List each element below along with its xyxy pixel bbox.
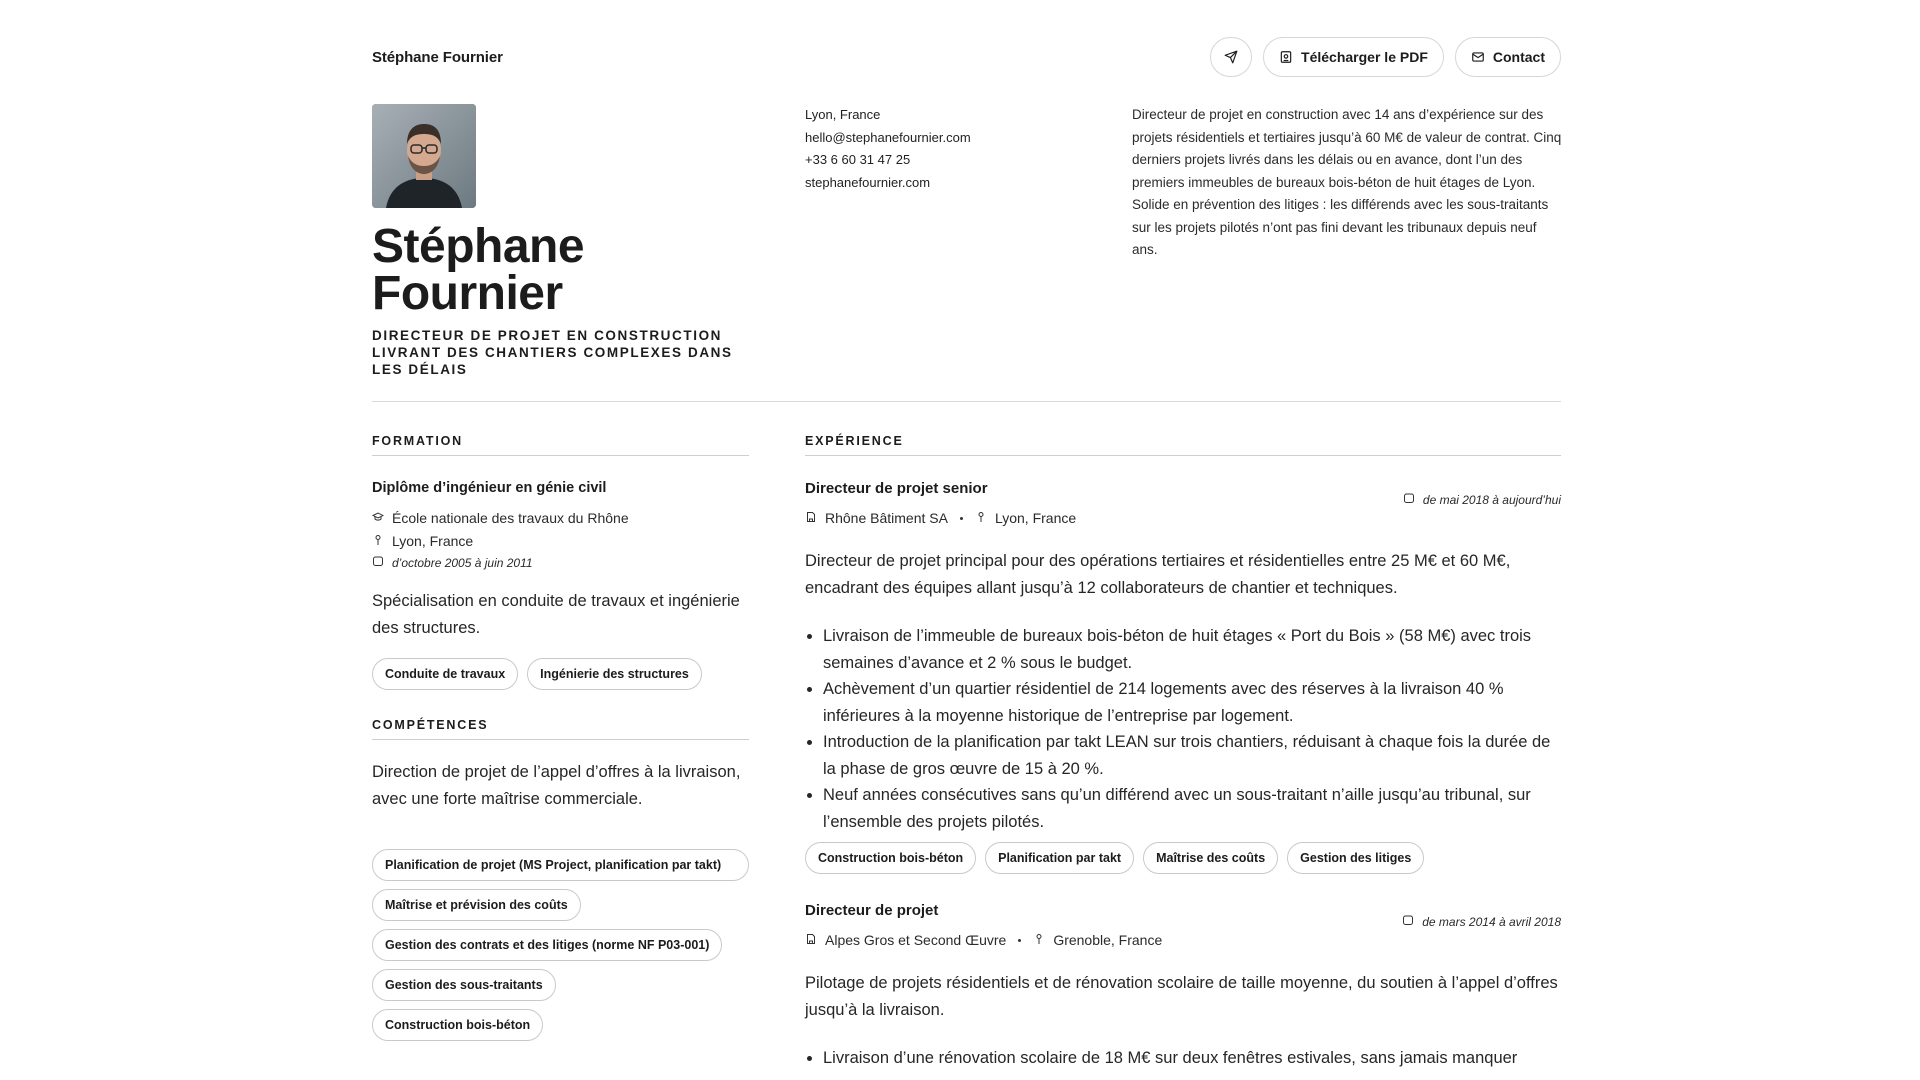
mail-icon [1471,50,1485,64]
job-meta [805,932,1561,948]
contact-button[interactable] [1455,37,1561,77]
map-pin-icon [372,533,384,549]
building-icon [805,510,817,526]
formation-degree: Diplôme d’ingénieur en génie civil [372,480,607,496]
top-bar [372,36,1561,78]
skill-chip[interactable]: Maîtrise et prévision des coûts [372,889,581,921]
formation-tags [372,658,749,690]
file-download-icon [1279,50,1293,64]
brand-name[interactable]: Stéphane Fournier [372,48,503,66]
tag-chip[interactable]: Construction bois-béton [805,842,976,874]
download-pdf-button[interactable] [1263,37,1444,77]
formation-location: Lyon, France [392,533,474,549]
job-head [805,902,1561,929]
contact-email[interactable]: hello@stephanefournier.com [805,129,971,145]
job-dates: de mars 2014 à avril 2018 [1422,914,1561,929]
achievement-item: • Neuf années consécutives sans qu’un différend avec un sous-traitant n’aille jusqu’au tribunal, sur l’ensemble des projets pilotés. [823,782,1561,835]
map-pin-icon [1033,932,1045,948]
achievement-item: • Livraison d’une rénovation scolaire de 18 M€ sur deux fenêtres estivales, sans jamais manquer [823,1045,1561,1072]
contact-label: Contact [1492,49,1545,65]
contact-location: Lyon, France [805,107,881,122]
job-entry [805,480,1561,874]
header-divider [372,401,1561,402]
formation-title: FORMATION [372,434,749,456]
calendar-icon [1403,492,1415,507]
tag-chip[interactable]: Ingénierie des structures [527,658,702,690]
job-tags [805,842,1561,874]
formation-location-row [372,533,749,549]
job-location: Grenoble, France [1053,932,1163,948]
formation-dates-row [372,555,749,570]
building-icon [805,932,817,948]
job-dates-row [1402,914,1561,929]
calendar-icon [372,555,384,570]
graduation-cap-icon [372,510,384,526]
job-company: Alpes Gros et Second Œuvre [825,932,1007,948]
job-description: Directeur de projet principal pour des opérations tertiaires et résidentielles entre 25 M€ et 60 M€, encadrant des équipes allant jusqu’à 12 collaborateurs de chantier et techniques. [805,552,1511,597]
job-company: Rhône Bâtiment SA [825,510,948,526]
job-entry [805,902,1561,1072]
skill-chip[interactable]: Planification de projet (MS Project, planification par takt) [372,849,749,881]
formation-school-row [372,510,749,526]
send-icon [1224,50,1238,64]
job-head [805,480,1561,507]
skill-chip[interactable]: Construction bois-béton [372,1009,543,1041]
job-location: Lyon, France [994,510,1077,526]
right-column [805,434,1561,1072]
job-title: Directeur de projet senior [805,480,988,497]
download-pdf-label: Télécharger le PDF [1301,49,1428,65]
separator-dot [1018,939,1021,942]
achievement-item: • Livraison de l’immeuble de bureaux bois-béton de huit étages « Port du Bois » (58 M€) avec trois semaines d’avance et 2 % sous le budget. [823,623,1561,676]
job-description: Pilotage de projets résidentiels et de rénovation scolaire de taille moyenne, du soutien à l’appel d’offres jusqu’à la livraison. [805,974,1558,1019]
profile-name: Stéphane Fournier [372,220,585,320]
top-actions [1210,37,1561,77]
competences-description: Direction de projet de l’appel d’offres à la livraison, avec une forte maîtrise commerciale. [372,763,741,808]
map-pin-icon [975,510,987,526]
competences-tags [372,849,749,1041]
skill-chip[interactable]: Gestion des contrats et des litiges (norme NF P03-001) [372,929,722,961]
tag-chip[interactable]: Gestion des litiges [1287,842,1424,874]
share-button[interactable] [1210,37,1252,77]
contact-details [805,104,971,194]
formation-description: Spécialisation en conduite de travaux et ingénierie des structures. [372,592,740,637]
contact-website[interactable]: stephanefournier.com [805,174,931,190]
tag-chip[interactable]: Planification par takt [985,842,1134,874]
contact-phone[interactable]: +33 6 60 31 47 25 [805,152,911,167]
job-dates-row [1403,492,1561,507]
profile-photo [372,104,476,208]
experience-title: EXPÉRIENCE [805,434,1561,456]
tag-chip[interactable]: Conduite de travaux [372,658,518,690]
competences-title: COMPÉTENCES [372,718,749,740]
skill-chip[interactable]: Gestion des sous-traitants [372,969,556,1001]
formation-dates: d’octobre 2005 à juin 2011 [392,555,533,570]
profile-summary: Directeur de projet en construction avec 14 ans d’expérience sur des projets résidentiels et tertiaires jusqu’à 60 M€ de valeur de contrat. Cinq derniers projets livrés dans les délais ou en avance, dont l’un des premiers immeubles de bureaux bois-béton de huit étages de Lyon. Solide en prévention des litiges : les différends avec les sous-traitants sur les projets pilotés n’ont pas fini devant les tribunaux depuis neuf ans. [1132,107,1562,257]
profile-tagline: DIRECTEUR DE PROJET EN CONSTRUCTION LIVRANT DES CHANTIERS COMPLEXES DANS LES DÉLAIS [372,328,733,377]
job-achievements [823,1045,1561,1072]
job-title: Directeur de projet [805,902,939,919]
left-column [372,434,749,1041]
job-meta [805,510,1561,526]
job-achievements [823,623,1561,835]
job-dates: de mai 2018 à aujourd’hui [1422,492,1561,507]
calendar-icon [1402,914,1414,929]
achievement-item: • Introduction de la planification par takt LEAN sur trois chantiers, réduisant à chaque fois la durée de la phase de gros œuvre de 15 à 20 %. [823,729,1561,782]
achievement-item: • Achèvement d’un quartier résidentiel de 214 logements avec des réserves à la livraison 40 % inférieures à la moyenne historique de l’entreprise par logement. [823,676,1561,729]
tag-chip[interactable]: Maîtrise des coûts [1143,842,1278,874]
separator-dot [960,517,963,520]
formation-school: École nationale des travaux du Rhône [392,510,629,526]
